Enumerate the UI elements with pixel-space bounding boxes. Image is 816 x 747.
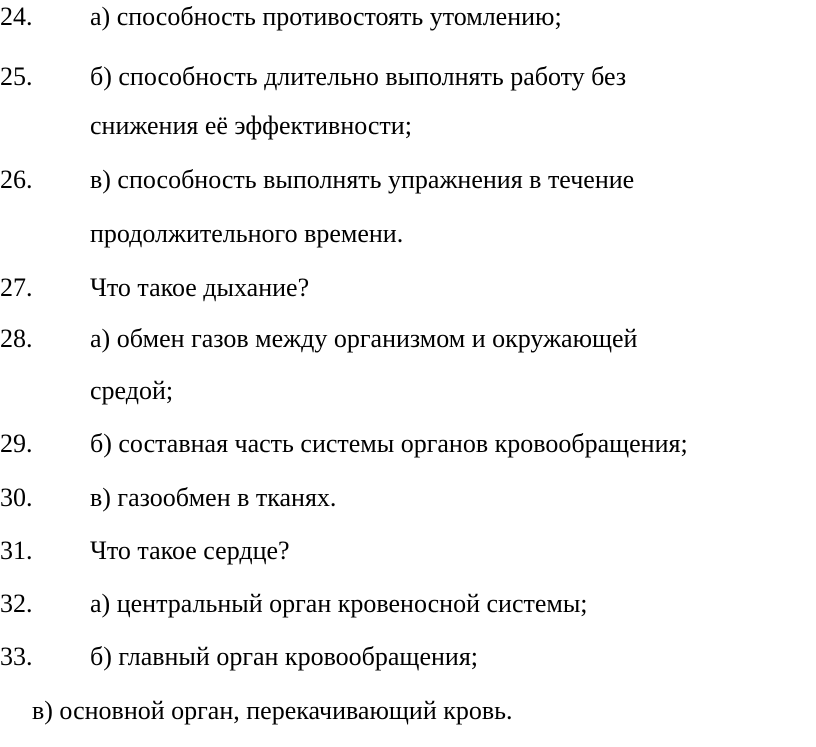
item-text: б) способность длительно выполнять работу без <box>90 62 627 91</box>
item-text: б) составная часть системы органов кровообращения; <box>90 429 688 458</box>
item-text-continuation: средой; <box>90 376 174 405</box>
item-number: 28. <box>0 324 33 353</box>
item-text: а) обмен газов между организмом и окружающей <box>90 324 638 353</box>
item-text-continuation: продолжительного времени. <box>90 219 404 248</box>
item-text: а) способность противостоять утомлению; <box>90 2 562 31</box>
item-number: 32. <box>0 589 33 618</box>
item-number: 27. <box>0 273 33 302</box>
item-text: а) центральный орган кровеносной системы; <box>90 589 588 618</box>
item-text: в) способность выполнять упражнения в течение <box>90 165 635 194</box>
item-text-continuation: снижения её эффективности; <box>90 111 412 140</box>
item-number: 24. <box>0 2 33 31</box>
item-number: 33. <box>0 642 33 671</box>
item-number: 26. <box>0 165 33 194</box>
item-number: 30. <box>0 483 33 512</box>
item-text: б) главный орган кровообращения; <box>90 642 479 671</box>
item-text: Что такое дыхание? <box>90 273 310 302</box>
item-number: 25. <box>0 62 33 91</box>
trailing-answer-line: в) основной орган, перекачивающий кровь. <box>32 696 513 725</box>
item-text: в) газообмен в тканях. <box>90 483 337 512</box>
item-number: 29. <box>0 429 33 458</box>
item-number: 31. <box>0 536 33 565</box>
item-text: Что такое сердце? <box>90 536 290 565</box>
